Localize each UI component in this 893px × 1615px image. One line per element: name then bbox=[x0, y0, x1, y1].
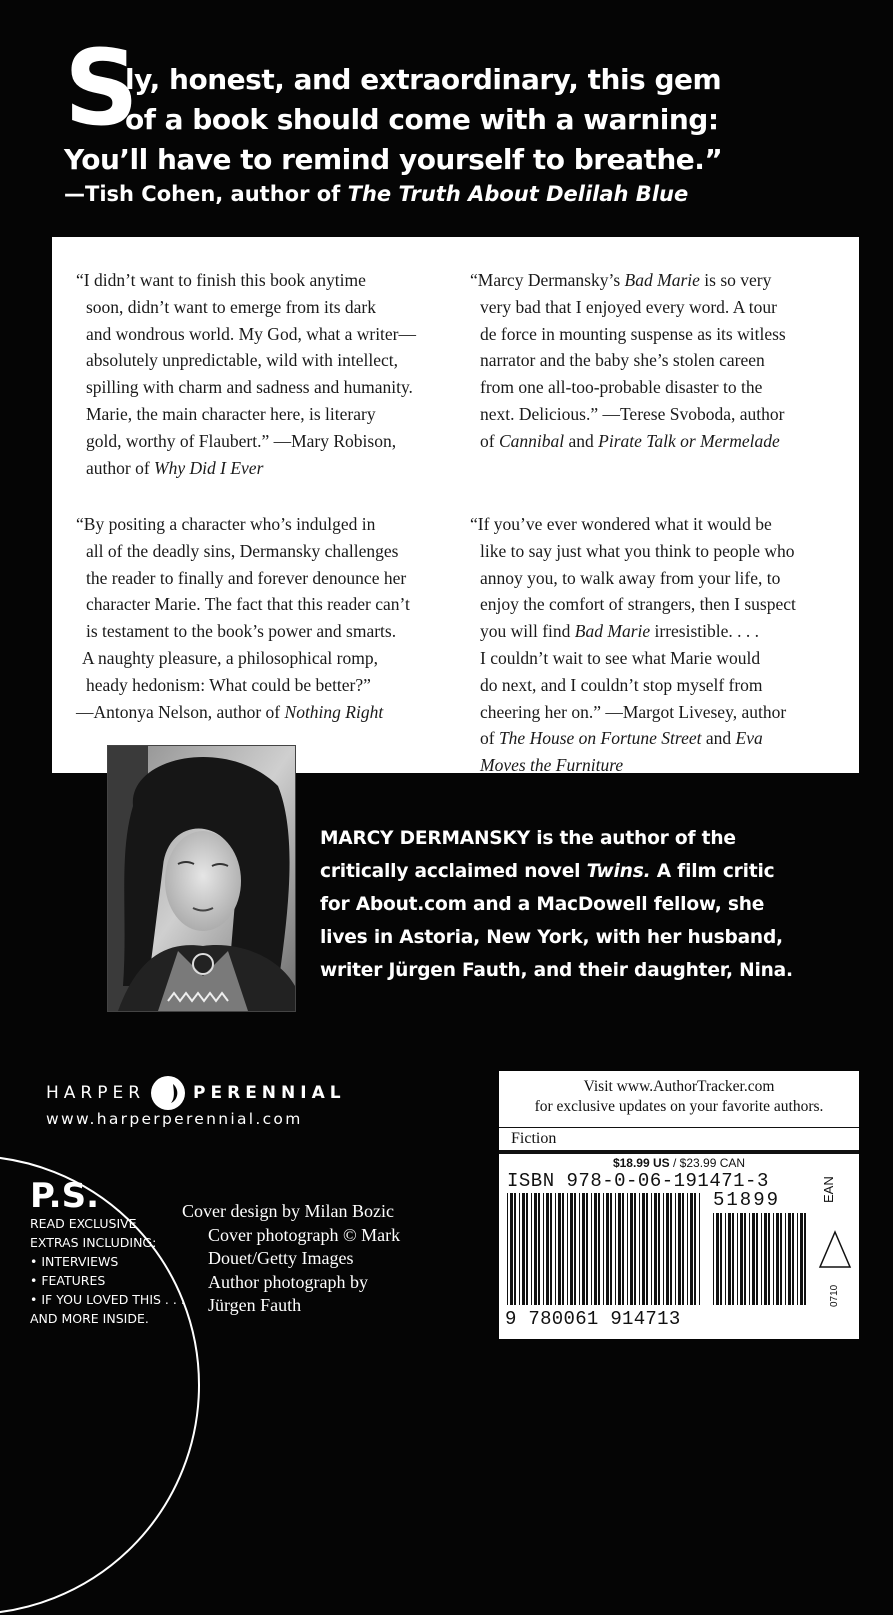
date-code: 0710 bbox=[829, 1284, 840, 1307]
quote-attribution: —Tish Cohen, author of The Truth About Delilah Blue bbox=[64, 182, 689, 206]
barcode-bar bbox=[728, 1213, 731, 1305]
barcode-bar bbox=[570, 1193, 573, 1305]
authortracker-note: Visit www.AuthorTracker.com for exclusive updates on your favorite authors. bbox=[534, 1078, 824, 1115]
ps-item: EXTRAS INCLUDING: bbox=[30, 1235, 157, 1250]
barcode-bar bbox=[579, 1193, 580, 1305]
barcode-bar bbox=[526, 1193, 528, 1305]
barcode-bar bbox=[740, 1213, 743, 1305]
barcode-bar bbox=[690, 1193, 693, 1305]
barcode-bar bbox=[646, 1193, 648, 1305]
barcode-bar bbox=[687, 1193, 688, 1305]
barcode-bar bbox=[776, 1213, 779, 1305]
barcode-bar bbox=[538, 1193, 540, 1305]
barcode-bar bbox=[507, 1193, 508, 1305]
review-livesey: “If you’ve ever wondered what it would be like to say just what you think to people who annoy you, to walk away from your life, to enjoy the comfort of strangers, then I suspect you will find Bad Marie irresistible. . . . I couldn’t wait to see what Marie would do next, and I couldn’t stop myself from cheering her on.” —Margot Livesey, author of The House on Fortune Street and Eva Moves the Furniture bbox=[470, 514, 796, 776]
ps-title: P.S. bbox=[30, 1176, 99, 1216]
barcode-bar bbox=[642, 1193, 645, 1305]
barcode-bar bbox=[785, 1213, 786, 1305]
barcode-main bbox=[507, 1193, 703, 1305]
barcode-bar bbox=[654, 1193, 657, 1305]
barcode-bar bbox=[586, 1193, 588, 1305]
price-label: $18.99 US / $23.99 CAN bbox=[612, 1156, 746, 1170]
triangle-icon bbox=[817, 1229, 853, 1271]
barcode-bar bbox=[804, 1213, 806, 1305]
barcode-bar bbox=[752, 1213, 755, 1305]
ps-extras-list bbox=[30, 1214, 185, 1328]
barcode-bar bbox=[546, 1193, 549, 1305]
barcode-bar bbox=[591, 1193, 592, 1305]
barcode-bar bbox=[780, 1213, 782, 1305]
ean-label: EAN bbox=[821, 1176, 836, 1203]
barcode-bar bbox=[788, 1213, 791, 1305]
barcode-bar bbox=[558, 1193, 561, 1305]
barcode-bar bbox=[606, 1193, 609, 1305]
barcode-addon bbox=[713, 1213, 809, 1305]
price-code: 51899 bbox=[713, 1189, 781, 1211]
harper-flame-icon bbox=[149, 1074, 187, 1112]
author-bio: MARCY DERMANSKY is the author of the critically acclaimed novel Twins. A film critic for About.com and a MacDowell fellow, she lives in Astoria, New York, with her husband, writer Jürgen Fauth, and their daughter, Nina. bbox=[320, 828, 793, 981]
barcode-bar bbox=[713, 1213, 714, 1305]
barcode-bar bbox=[567, 1193, 568, 1305]
barcode-bar bbox=[720, 1213, 722, 1305]
barcode-bar bbox=[630, 1193, 633, 1305]
barcode-bar bbox=[663, 1193, 664, 1305]
barcode-bar bbox=[634, 1193, 636, 1305]
barcode-bar bbox=[678, 1193, 681, 1305]
ean13-digits: 9 780061 914713 bbox=[505, 1308, 681, 1330]
barcode-bar bbox=[603, 1193, 604, 1305]
ps-item: • IF YOU LOVED THIS . . . bbox=[30, 1292, 185, 1307]
isbn-text: ISBN 978-0-06-191471-3 bbox=[507, 1170, 769, 1192]
author-photo bbox=[107, 745, 296, 1012]
publisher-url[interactable]: www.harperperennial.com bbox=[46, 1110, 303, 1128]
barcode-bar bbox=[694, 1193, 696, 1305]
quote-line-1: ly, honest, and extraordinary, this gem bbox=[125, 63, 722, 96]
barcode-bar bbox=[749, 1213, 750, 1305]
barcode-bar bbox=[682, 1193, 684, 1305]
barcode-bar bbox=[618, 1193, 621, 1305]
barcode-bar bbox=[555, 1193, 556, 1305]
barcode-bar bbox=[574, 1193, 576, 1305]
barcode-bar bbox=[761, 1213, 762, 1305]
barcode-bar bbox=[582, 1193, 585, 1305]
quote-line-2: of a book should come with a warning: bbox=[125, 103, 719, 136]
barcode-bar bbox=[732, 1213, 734, 1305]
quote-line-3: You’ll have to remind yourself to breathe.” bbox=[64, 143, 723, 176]
barcode-bar bbox=[764, 1213, 767, 1305]
publisher-harper: HARPER bbox=[46, 1083, 146, 1103]
barcode-bar bbox=[737, 1213, 738, 1305]
barcode-bar bbox=[534, 1193, 537, 1305]
barcode-bar bbox=[615, 1193, 616, 1305]
barcode-bar bbox=[725, 1213, 726, 1305]
ps-item: AND MORE INSIDE. bbox=[30, 1311, 149, 1326]
barcode-bar bbox=[531, 1193, 532, 1305]
barcode-bar bbox=[519, 1193, 520, 1305]
barcode-bar bbox=[550, 1193, 552, 1305]
divider bbox=[499, 1127, 859, 1128]
barcode-bar bbox=[594, 1193, 597, 1305]
barcode-bar bbox=[797, 1213, 798, 1305]
barcode-bar bbox=[622, 1193, 624, 1305]
barcode-bar bbox=[522, 1193, 525, 1305]
barcode-bar bbox=[639, 1193, 640, 1305]
barcode-bar bbox=[670, 1193, 672, 1305]
barcode-bar bbox=[666, 1193, 669, 1305]
genre-label: Fiction bbox=[511, 1130, 557, 1147]
cover-credits: Cover design by Milan Bozic Cover photograph © Mark Douet/Getty Images Author photograph by Jürgen Fauth bbox=[182, 1201, 401, 1315]
barcode-bar bbox=[562, 1193, 564, 1305]
review-robison: “I didn’t want to finish this book anytime soon, didn’t want to emerge from its dark and wondrous world. My God, what a writer— absolutely unpredictable, wild with intellect, spilling with charm and sadness and humanity. Marie, the main character here, is literary gold, worthy of Flaubert.” —Mary Robison, author of Why Did I Ever bbox=[76, 270, 417, 478]
barcode-bar bbox=[744, 1213, 746, 1305]
barcode-bar bbox=[716, 1213, 719, 1305]
publisher-logo bbox=[46, 1074, 346, 1112]
divider bbox=[499, 1150, 859, 1154]
barcode-bar bbox=[773, 1213, 774, 1305]
review-svoboda: “Marcy Dermansky’s Bad Marie is so very very bad that I enjoyed every word. A tour de force in mounting suspense as its witless narrator and the baby she’s stolen careen from one all-too-probable disaster to the next. Delicious.” —Terese Svoboda, author of Cannibal and Pirate Talk or Mermelade bbox=[470, 270, 786, 451]
barcode-bar bbox=[598, 1193, 600, 1305]
barcode-bar bbox=[699, 1193, 700, 1305]
barcode-bar bbox=[510, 1193, 513, 1305]
barcode-bar bbox=[543, 1193, 544, 1305]
review-nelson: “By positing a character who’s indulged in all of the deadly sins, Dermansky challenges the reader to finally and forever denounce her character Marie. The fact that this reader can’t is testament to the book’s power and smarts. A naughty pleasure, a philosophical romp, heady hedonism: What could be better?” —Antonya Nelson, author of Nothing Right bbox=[76, 514, 410, 722]
barcode-bar bbox=[756, 1213, 758, 1305]
barcode-bar bbox=[627, 1193, 628, 1305]
barcode-bar bbox=[792, 1213, 794, 1305]
barcode-bar bbox=[610, 1193, 612, 1305]
barcode-bar bbox=[651, 1193, 652, 1305]
ps-item: • FEATURES bbox=[30, 1273, 106, 1288]
barcode-bar bbox=[675, 1193, 676, 1305]
ps-item: READ EXCLUSIVE bbox=[30, 1216, 137, 1231]
publisher-perennial: PERENNIAL bbox=[193, 1083, 346, 1103]
ps-item: • INTERVIEWS bbox=[30, 1254, 119, 1269]
barcode-bar bbox=[514, 1193, 516, 1305]
barcode-box bbox=[499, 1071, 859, 1339]
barcode-bar bbox=[658, 1193, 660, 1305]
barcode-bar bbox=[768, 1213, 770, 1305]
drop-cap: S bbox=[64, 27, 137, 149]
barcode-bar bbox=[800, 1213, 803, 1305]
